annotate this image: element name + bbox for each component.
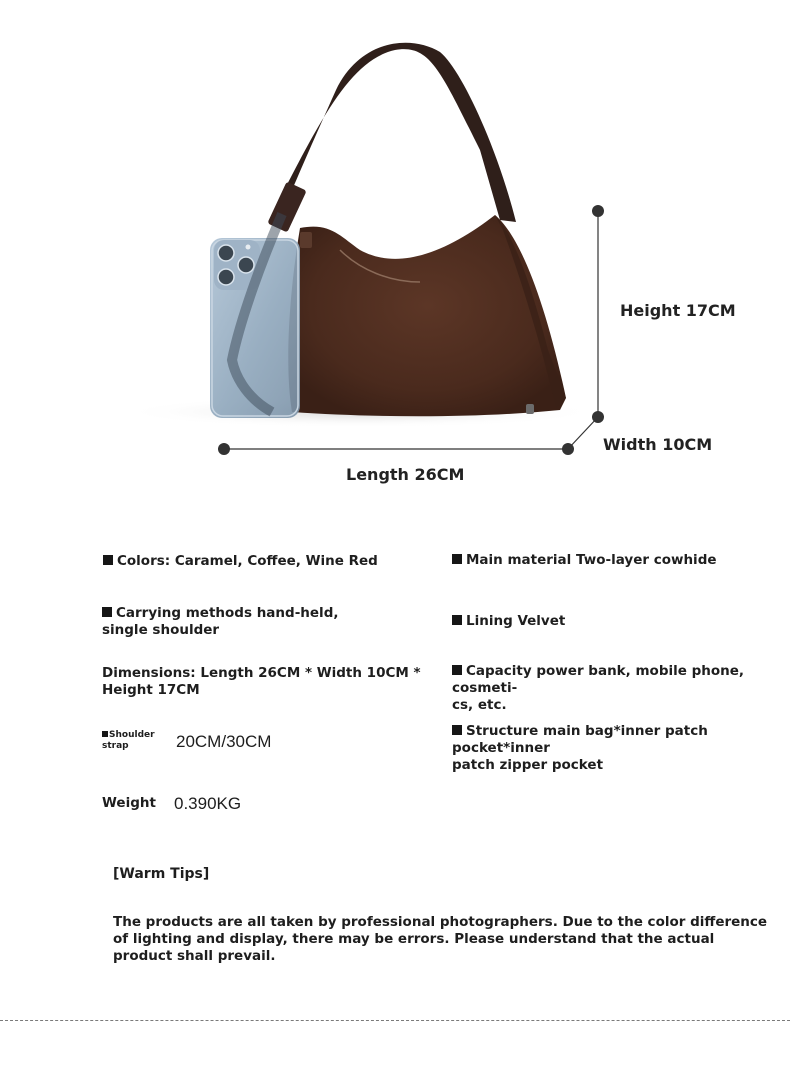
width-guide-line [568, 417, 598, 449]
spec-shoulder-strap-line1: Shoulder [109, 730, 155, 740]
bullet-icon [452, 725, 462, 735]
spec-weight-value: 0.390KG [174, 794, 242, 813]
bullet-icon [452, 554, 462, 564]
spec-lining-text: Lining Velvet [466, 613, 566, 629]
spec-capacity-line1: Capacity power bank, mobile phone, cosmeti- [452, 663, 745, 696]
spec-carrying-line2: single shoulder [102, 622, 220, 638]
shoulder-strap [272, 43, 516, 222]
spec-carrying-methods [102, 605, 338, 639]
product-figure [0, 0, 790, 520]
spec-shoulder-strap-value: 20CM/30CM [176, 732, 272, 751]
spec-dimensions-line2: Height 17CM [102, 682, 200, 698]
camera-lens-3 [238, 257, 254, 273]
spec-capacity [452, 663, 790, 714]
bag-foot [526, 404, 534, 414]
warm-tips-text: The products are all taken by professional photographers. Due to the color difference of lighting and display, there may be errors. Please understand that the actual product shall prevail. [113, 914, 768, 964]
width-label: Width 10CM [603, 435, 713, 454]
spec-structure [452, 723, 790, 774]
bag-body [288, 215, 566, 416]
spec-shoulder-strap-label [102, 730, 155, 752]
warm-tips-title: [Warm Tips] [113, 866, 210, 882]
spec-shoulder-strap-line2: strap [102, 741, 129, 751]
spec-main-material [452, 552, 717, 569]
camera-lens-1 [218, 245, 234, 261]
spec-structure-line2: patch zipper pocket [452, 757, 604, 773]
bullet-icon [102, 731, 108, 737]
height-guide-dot-top [592, 205, 604, 217]
spec-main-material-text: Main material Two-layer cowhide [466, 552, 717, 568]
spec-colors [103, 553, 378, 570]
spec-structure-line1: Structure main bag*inner patch pocket*inner [452, 723, 708, 756]
bullet-icon [102, 607, 112, 617]
spec-dimensions-line1: Dimensions: Length 26CM * Width 10CM * [102, 665, 421, 681]
dashed-divider [0, 1020, 790, 1021]
spec-lining [452, 613, 565, 630]
height-label: Height 17CM [620, 301, 736, 320]
length-label: Length 26CM [346, 465, 465, 484]
camera-lens-2 [218, 269, 234, 285]
bullet-icon [103, 555, 113, 565]
spec-dimensions [102, 665, 421, 699]
bullet-icon [452, 665, 462, 675]
spec-capacity-line2: cs, etc. [452, 697, 507, 713]
spec-colors-text: Colors: Caramel, Coffee, Wine Red [117, 553, 378, 569]
spec-carrying-line1: Carrying methods hand-held, [116, 605, 339, 621]
length-guide-dot-left [218, 443, 230, 455]
bullet-icon [452, 615, 462, 625]
camera-flash [246, 245, 251, 250]
zipper-pull [300, 232, 312, 248]
spec-weight-label: Weight [102, 795, 156, 811]
